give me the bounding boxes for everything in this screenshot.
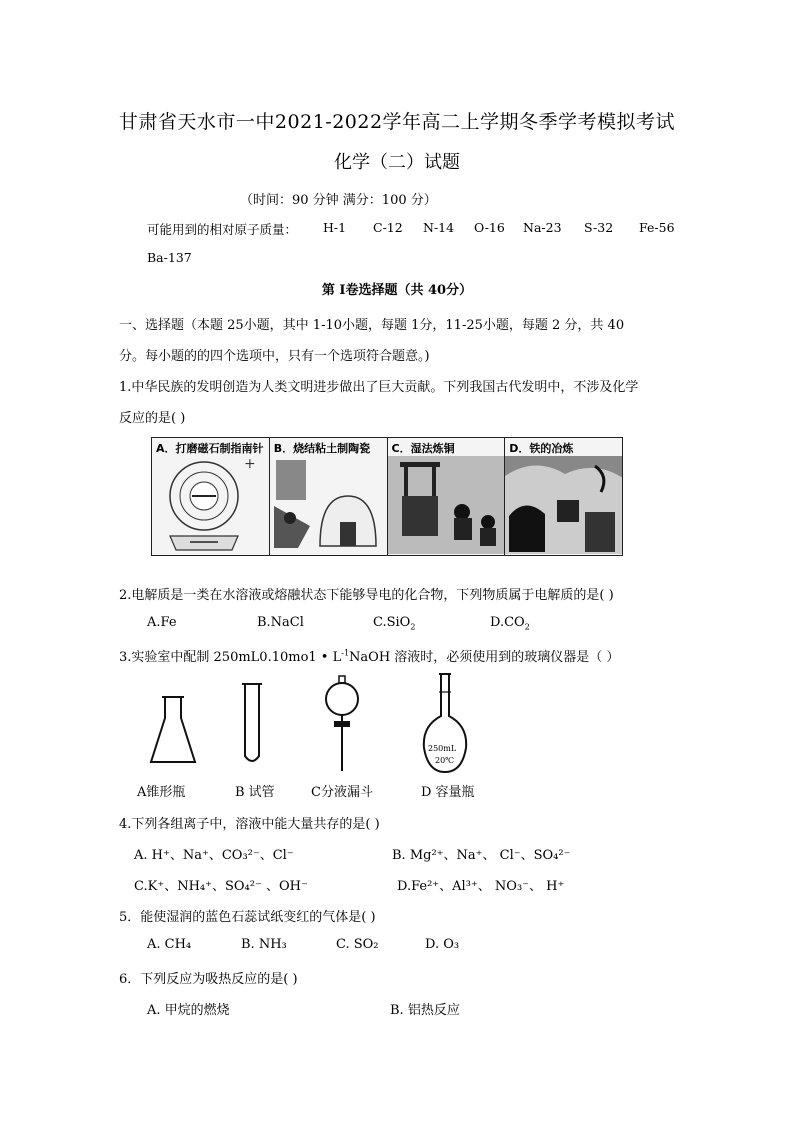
time-score-info: （时间：90 分钟 满分：100 分） [240, 193, 437, 208]
exam-title: 甘肃省天水市一中2021-2022学年高二上学期冬季学考模拟考试 [118, 111, 676, 133]
q5-stem: 5．能使湿润的蓝色石蕊试纸变红的气体是( ) [119, 910, 376, 925]
iron-smelting-illustration [505, 456, 622, 554]
q1-panel-d [505, 438, 622, 555]
volumetric-flask-icon [420, 672, 470, 776]
q2-option-b: B.NaCl [257, 615, 304, 630]
atomic-mass-s: S-32 [584, 220, 614, 235]
kiln-illustration [270, 456, 388, 554]
svg-text:+: + [244, 456, 256, 472]
q1-panel-d-label: D．铁的冶炼 [509, 442, 574, 455]
atomic-mass-h: H-1 [323, 220, 347, 235]
q1-image-strip [151, 437, 623, 556]
q4-option-c: C.K⁺、NH₄⁺、SO₄²⁻ 、OH⁻ [134, 879, 308, 894]
q2-stem: 2.电解质是一类在水溶液或熔融状态下能够导电的化合物，下列物质属于电解质的是( ) [119, 588, 614, 603]
q3-stem-post: NaOH 溶液时，必须使用到的玻璃仪器是（ ） [349, 650, 620, 665]
test-tube-icon [240, 682, 264, 768]
q1-panel-b-label: B．烧结粘土制陶瓷 [273, 442, 371, 455]
atomic-mass-ba: Ba-137 [147, 250, 192, 265]
q3-stem [119, 646, 619, 665]
exam-subtitle: 化学（二）试题 [334, 152, 460, 173]
q5-option-c: C. SO₂ [336, 937, 379, 952]
q6-option-b: B. 铝热反应 [390, 1003, 460, 1018]
q2-option-a: A.Fe [147, 615, 177, 630]
q4-option-d: D.Fe²⁺、Al³⁺、 NO₃⁻、 H⁺ [397, 879, 565, 894]
q3-option-d: D 容量瓶 [421, 785, 475, 800]
q1-panel-a [152, 438, 270, 555]
q6-option-a: A. 甲烷的燃烧 [147, 1003, 230, 1018]
q6-stem: 6．下列反应为吸热反应的是( ) [119, 972, 298, 987]
q4-stem: 4.下列各组离子中，溶液中能大量共存的是( ) [119, 817, 380, 832]
q2-option-d [490, 615, 530, 632]
q3-option-a: A锥形瓶 [137, 785, 186, 800]
q1-panel-a-label: A．打磨磁石制指南针 [156, 442, 264, 455]
atomic-mass-o: O-16 [474, 220, 505, 235]
q2-option-c-sub: 2 [410, 622, 416, 632]
q2-option-d-text: D.CO [490, 615, 525, 630]
atomic-mass-c: C-12 [373, 220, 403, 235]
q1-stem-line2: 反应的是( ) [119, 411, 186, 426]
q4-option-a: A. H⁺、Na⁺、CO₃²⁻、Cl⁻ [134, 848, 294, 863]
q4-option-b: B. Mg²⁺、Na⁺、 Cl⁻、SO₄²⁻ [392, 848, 571, 863]
conical-flask-icon [148, 694, 198, 766]
atomic-mass-fe: Fe-56 [639, 220, 675, 235]
volumetric-flask-label-2: 20℃ [435, 756, 455, 765]
atomic-mass-label: 可能用到的相对原子质量： [147, 222, 298, 237]
q3-stem-pre: 3.实验室中配制 250mL0.10mo1 • L [119, 650, 342, 665]
atomic-mass-na: Na-23 [523, 220, 562, 235]
q2-option-c-text: C.SiO [373, 615, 411, 630]
q2-option-c [373, 615, 415, 632]
q3-option-c: C分液漏斗 [311, 785, 373, 800]
compass-illustration [152, 456, 270, 554]
section-instructions-1: 一、选择题（本题 25小题，其中 1-10小题，每题 1分，11-25小题，每题 2 分，共 40 [119, 318, 625, 333]
section-instructions-2: 分。每小题的的四个选项中，只有一个选项符合题意。) [119, 349, 430, 364]
q3-option-b: B 试管 [235, 785, 275, 800]
q1-panel-c [388, 438, 506, 555]
q2-option-d-sub: 2 [524, 622, 530, 632]
q1-panel-b [270, 438, 388, 555]
q1-stem-line1: 1.中华民族的发明创造为人类文明进步做出了巨大贡献。下列我国古代发明中，不涉及化学 [119, 380, 639, 395]
atomic-mass-n: N-14 [423, 220, 455, 235]
q5-option-d: D. O₃ [425, 937, 460, 952]
copper-smelting-illustration [388, 456, 506, 554]
volumetric-flask-label-1: 250mL [428, 744, 457, 753]
q1-panel-c-label: C．湿法炼铜 [391, 442, 455, 455]
q5-option-b: B. NH₃ [241, 937, 287, 952]
section-title: 第 I卷选择题（共 40分） [321, 283, 473, 298]
q3-stem-sup: -1 [341, 648, 350, 658]
separatory-funnel-icon [320, 675, 364, 775]
q5-option-a: A. CH₄ [147, 937, 192, 952]
